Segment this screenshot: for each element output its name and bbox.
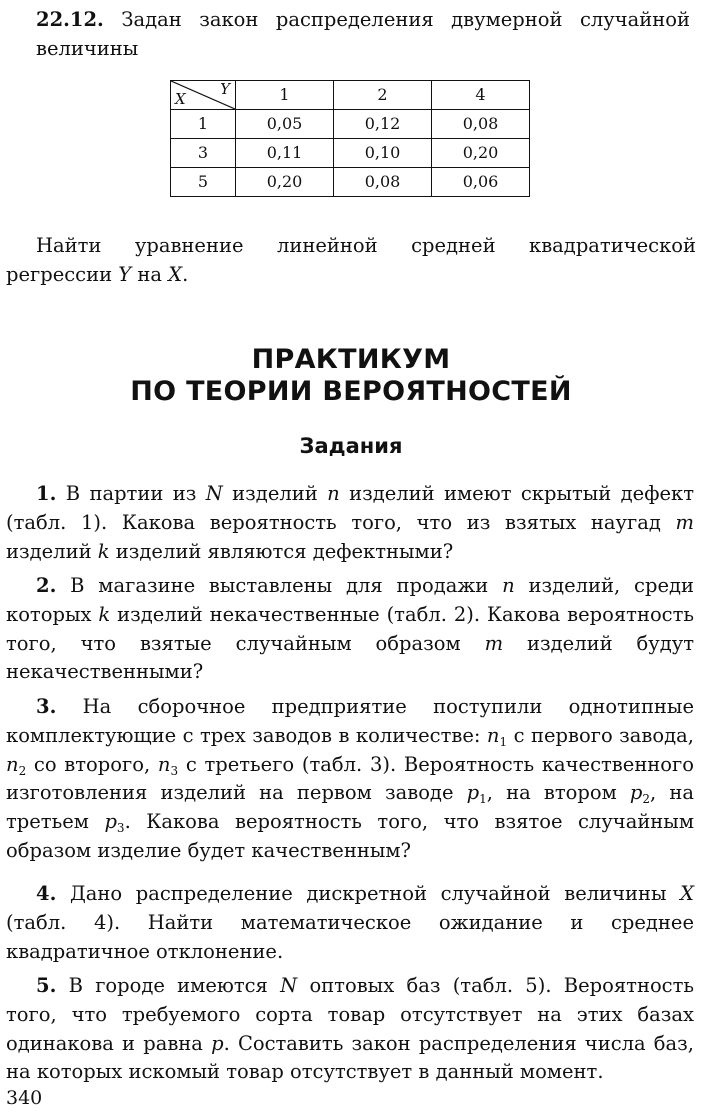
table-cell: 0,06 — [432, 168, 530, 197]
var-n: n — [327, 482, 340, 505]
column-header: 2 — [334, 81, 432, 110]
table-cell: 0,05 — [236, 110, 334, 139]
item-text: изделий — [222, 482, 328, 505]
section-title-line: ПРАКТИКУМ — [251, 344, 451, 375]
task-item-4 — [6, 880, 694, 966]
subscript: 3 — [170, 763, 179, 778]
item-text: со второго, — [26, 752, 158, 776]
problem-task — [6, 232, 696, 290]
table-cell: 0,11 — [236, 139, 334, 168]
item-text: , на третьем — [6, 781, 694, 834]
var-m: m — [484, 631, 504, 655]
task-item-2 — [6, 572, 694, 687]
column-header: 4 — [432, 81, 530, 110]
subscript: 1 — [499, 734, 508, 749]
table-cell: 0,08 — [432, 110, 530, 139]
var-x: X — [680, 882, 694, 905]
item-number: 2. — [36, 574, 57, 597]
item-text: изделий некачественные (табл. 2). Какова вероятность того, что взятые случайным образом — [6, 602, 695, 655]
var-p: p — [629, 781, 643, 805]
item-text: изделий — [6, 539, 98, 563]
table-row — [171, 139, 530, 168]
row-header: 5 — [171, 168, 236, 197]
table-cell: 0,20 — [432, 139, 530, 168]
section-title-line: ПО ТЕОРИИ ВЕРОЯТНОСТЕЙ — [130, 376, 572, 407]
subscript: 2 — [642, 792, 651, 807]
column-header: 1 — [236, 81, 334, 110]
item-number: 4. — [36, 882, 57, 905]
table-corner-cell — [171, 81, 236, 110]
item-text: В магазине выставлены для продажи — [56, 574, 503, 597]
var-x: X — [168, 262, 183, 286]
item-text: , на втором — [486, 781, 630, 805]
var-n: n — [502, 574, 515, 597]
row-header: 1 — [171, 110, 236, 139]
table-cell: 0,08 — [334, 168, 432, 197]
table-cell: 0,10 — [334, 139, 432, 168]
table-row — [171, 168, 530, 197]
task-text: на — [131, 262, 169, 286]
task-item-3 — [6, 693, 694, 866]
var-k: k — [97, 539, 110, 563]
var-y: Y — [118, 262, 132, 286]
item-text: . Какова вероятность того, что взятое случайным образом изделие будет качественным? — [6, 810, 694, 862]
distribution-table — [170, 80, 530, 197]
row-header: 3 — [171, 139, 236, 168]
item-text: изделий имеют скрытый дефект (табл. 1). Какова вероятность того, что из взятых наугад — [6, 482, 694, 534]
problem-22-12 — [36, 6, 690, 64]
item-text: с первого завода, — [507, 723, 694, 747]
item-text: (табл. 4). Найти математическое ожидание и среднее квадратичное отклонение. — [6, 910, 694, 963]
table-cell: 0,20 — [236, 168, 334, 197]
problem-text: Задан закон распределения двумерной случайной величины — [36, 8, 690, 60]
var-m: m — [675, 510, 694, 534]
table-cell: 0,12 — [334, 110, 432, 139]
item-text: . Составить закон распределения числа баз, на которых искомый товар отсутствует в данный момент. — [6, 1031, 694, 1084]
item-text: изделий являются дефектными? — [109, 539, 454, 563]
item-text: В партии из — [56, 482, 206, 505]
var-p: p — [104, 810, 117, 834]
var-n: n — [6, 752, 19, 776]
var-p: p — [466, 781, 480, 805]
table-row — [171, 110, 530, 139]
item-number: 3. — [36, 695, 57, 718]
var-n-cap: N — [280, 974, 298, 997]
var-n-cap: N — [205, 482, 223, 505]
corner-y-label: Y — [220, 80, 230, 98]
subscript: 3 — [116, 821, 125, 836]
task-item-5 — [6, 972, 694, 1087]
page-number: 340 — [6, 1087, 43, 1109]
task-text: . — [182, 262, 189, 286]
var-k: k — [98, 602, 111, 626]
item-text: оптовых баз (табл. 5). Вероятность того, что требуемого сорта товар отсутствует на этих базах одинакова и равна — [6, 974, 695, 1055]
subsection-title: Задания — [299, 434, 403, 458]
task-item-1 — [6, 480, 694, 566]
item-text: изделий будут некачественными? — [6, 631, 694, 684]
subscript: 1 — [479, 792, 487, 807]
corner-x-label: X — [175, 90, 186, 108]
subscript: 2 — [18, 763, 27, 778]
item-number: 1. — [36, 482, 57, 505]
var-p: p — [211, 1031, 224, 1055]
item-number: 5. — [36, 974, 57, 997]
task-text: Найти уравнение линейной средней квадратической регрессии — [6, 234, 696, 286]
item-text: с третьего (табл. 3). Вероятность качественного изготовления изделий на первом заводе — [6, 752, 695, 805]
problem-number: 22.12. — [36, 8, 104, 31]
table-header-row — [171, 81, 530, 110]
item-text: На сборочное предприятие поступили однотипные комплектующие с трех заводов в количестве: — [6, 695, 694, 747]
item-text: изделий, среди которых — [6, 574, 694, 626]
section-title — [0, 344, 702, 408]
item-text: В городе имеются — [56, 974, 281, 997]
var-n: n — [157, 752, 171, 776]
item-text: Дано распределение дискретной случайной величины — [56, 882, 681, 905]
var-n: n — [486, 723, 500, 747]
